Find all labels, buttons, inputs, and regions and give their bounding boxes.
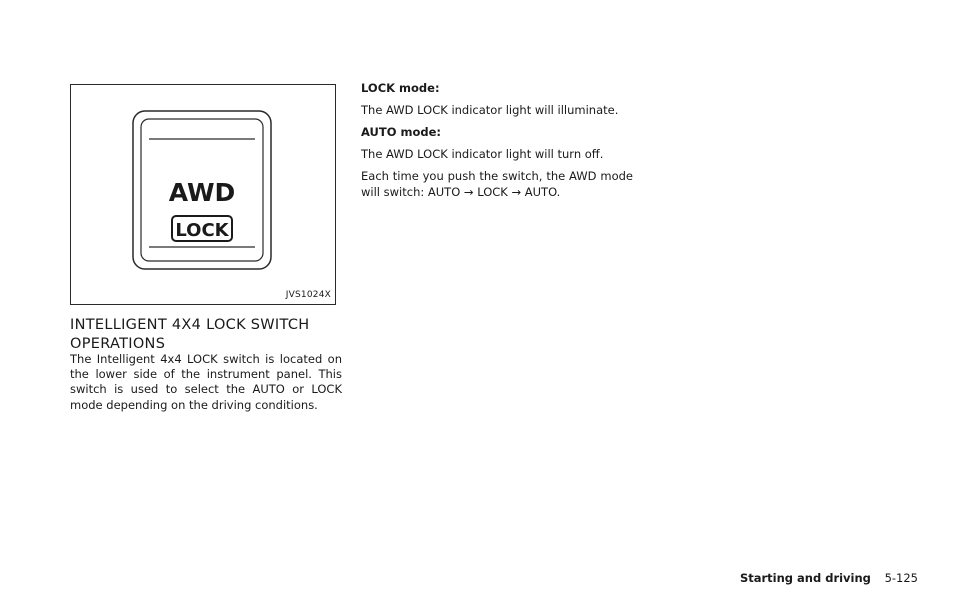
mode-cycle-text: Each time you push the switch, the AWD mode will switch: AUTO → LOCK → AUTO.: [361, 169, 633, 199]
intro-paragraph: The Intelligent 4x4 LOCK switch is located on the lower side of the instrument panel. This switch is used to select the AUTO or LOCK mode depending on the driving conditions.: [70, 352, 342, 412]
auto-mode-title: AUTO mode:: [361, 125, 442, 140]
lock-mode-title: LOCK mode:: [361, 81, 440, 95]
mode-descriptions: [361, 81, 633, 207]
section-heading: INTELLIGENT 4X4 LOCK SWITCH OPERATIONS: [70, 317, 310, 352]
auto-mode-text: The AWD LOCK indicator light will turn off.: [361, 147, 604, 162]
lock-mode-text: The AWD LOCK indicator light will illuminate.: [361, 103, 619, 117]
footer-section-name: Starting and driving: [739, 571, 871, 585]
switch-illustration: [70, 84, 336, 305]
figure-code: JVS1024X: [285, 290, 331, 300]
awd-lock-switch-drawing: [71, 85, 337, 306]
awd-label: AWD: [168, 178, 236, 207]
footer-page-number: 5-125: [884, 571, 918, 585]
page-footer: [740, 571, 918, 585]
lock-label: LOCK: [175, 220, 229, 241]
